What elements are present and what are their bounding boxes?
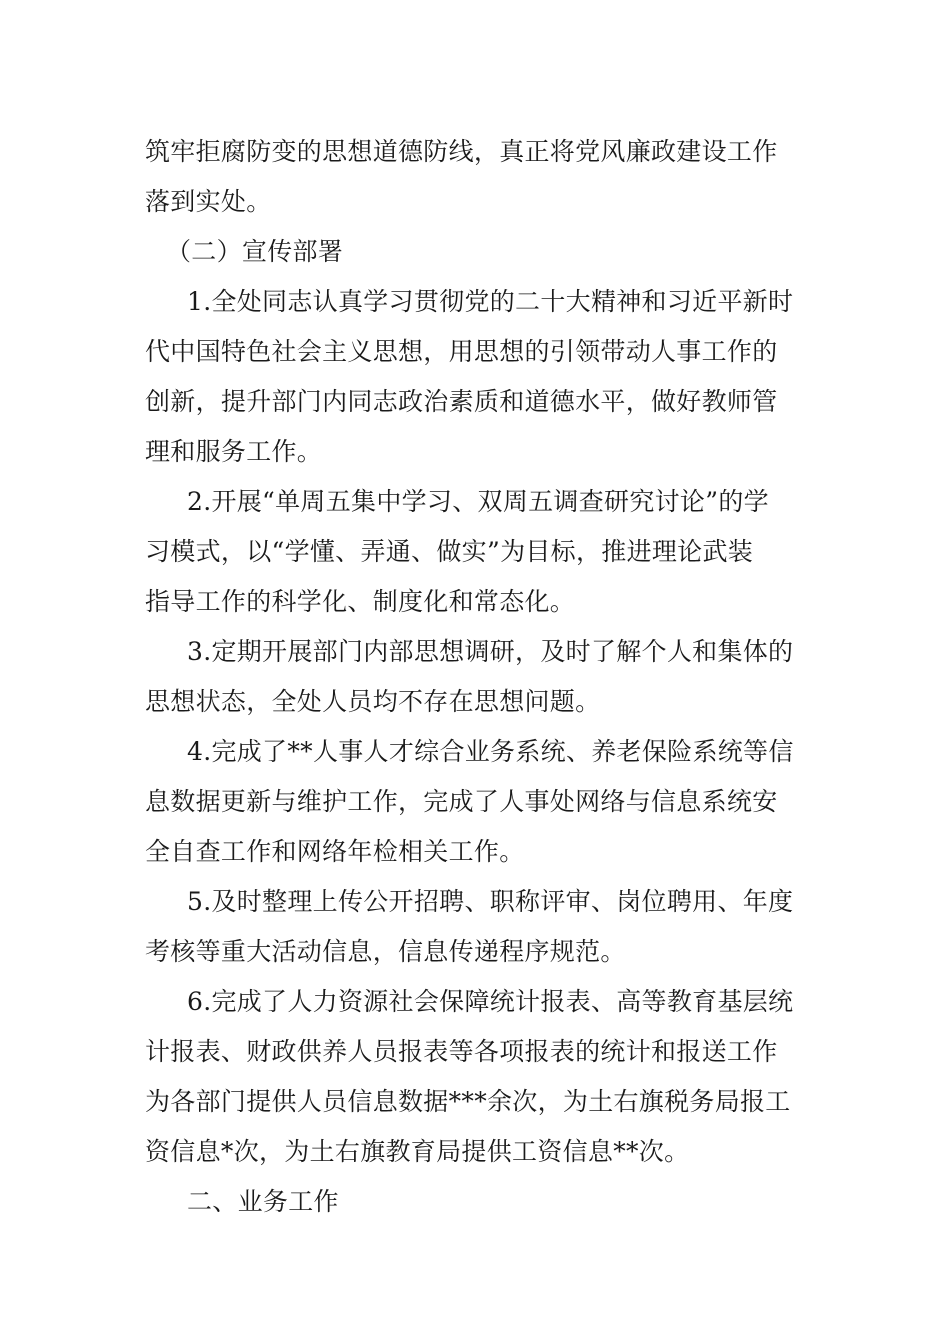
text-line: 计报表、财政供养人员报表等各项报表的统计和报送工作 xyxy=(145,1037,778,1066)
text-line: 理和服务工作。 xyxy=(145,437,323,466)
text-line: 习模式，以“学懂、弄通、做实”为目标，推进理论武装 xyxy=(145,537,754,566)
section-heading: （二）宣传部署 xyxy=(166,237,344,266)
text-line: 思想状态，全处人员均不存在思想问题。 xyxy=(145,687,601,716)
text-line: 代中国特色社会主义思想，用思想的引领带动人事工作的 xyxy=(145,337,778,366)
section-heading: 二、业务工作 xyxy=(187,1187,339,1216)
paragraph-start: 4.完成了**人事人才综合业务系统、养老保险系统等信 xyxy=(187,737,794,766)
text-line: 全自查工作和网络年检相关工作。 xyxy=(145,837,525,866)
paragraph-start: 2.开展“单周五集中学习、双周五调查研究讨论”的学 xyxy=(187,487,769,516)
paragraph-start: 3.定期开展部门内部思想调研，及时了解个人和集体的 xyxy=(187,637,794,666)
paragraph-start: 1.全处同志认真学习贯彻党的二十大精神和习近平新时 xyxy=(187,287,794,316)
text-line: 考核等重大活动信息，信息传递程序规范。 xyxy=(145,937,626,966)
paragraph-start: 6.完成了人力资源社会保障统计报表、高等教育基层统 xyxy=(187,987,794,1016)
text-line: 创新，提升部门内同志政治素质和道德水平，做好教师管 xyxy=(145,387,778,416)
text-line: 筑牢拒腐防变的思想道德防线，真正将党风廉政建设工作 xyxy=(145,137,778,166)
text-line: 指导工作的科学化、制度化和常态化。 xyxy=(145,587,576,616)
text-line: 资信息*次，为土右旗教育局提供工资信息**次。 xyxy=(145,1137,690,1166)
text-line: 落到实处。 xyxy=(145,187,272,216)
text-line: 为各部门提供人员信息数据***余次，为土右旗税务局报工 xyxy=(145,1087,791,1116)
text-line: 息数据更新与维护工作，完成了人事处网络与信息系统安 xyxy=(145,787,778,816)
paragraph-start: 5.及时整理上传公开招聘、职称评审、岗位聘用、年度 xyxy=(187,887,794,916)
